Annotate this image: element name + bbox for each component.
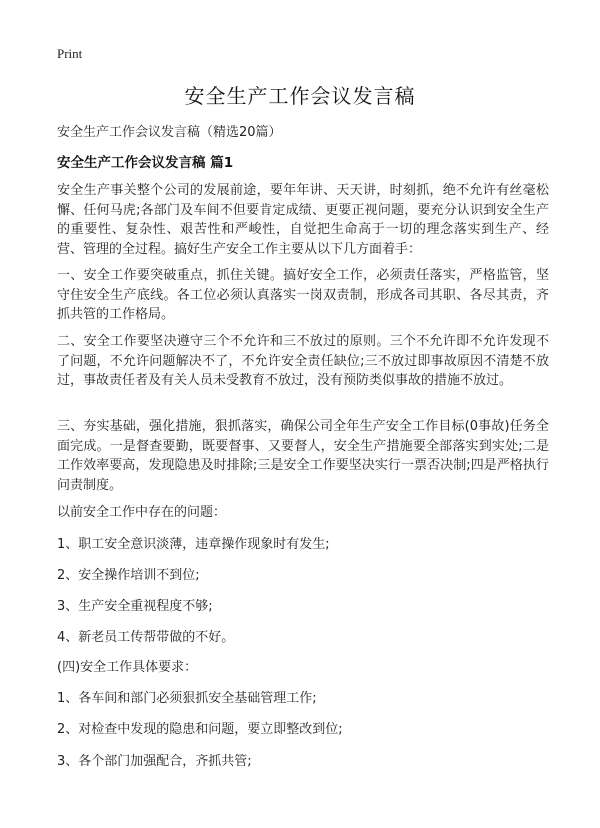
document-subtitle: 安全生产工作会议发言稿（精选20篇） xyxy=(57,125,282,140)
list-item-problem-3: 3、生产安全重视程度不够; xyxy=(57,599,213,614)
print-link[interactable]: Print xyxy=(57,46,83,61)
paragraph-point-2: 二、安全工作要坚决遵守三个不允许和三不放过的原则。三个不允许即不允许发现不了问题，不允许问题解决不了，不允许安全责任缺位;三不放过即事故原因不清楚不放过，事故责任者及有关人员未受教育不放过，没有预防类似事故的措施不放过。 xyxy=(57,334,549,388)
page-title: 安全生产工作会议发言稿 xyxy=(184,84,416,108)
paragraph-problems-heading: 以前安全工作中存在的问题： xyxy=(57,505,227,520)
paragraph-requirements-heading: (四)安全工作具体要求： xyxy=(57,660,198,675)
paragraph-point-3: 三、夯实基础，强化措施，狠抓落实，确保公司全年生产安全工作目标(0事故)任务全面完成。一是督查要勤，既要督事、又要督人，安全生产措施要全部落实到实处;二是工作效率要高，发现隐患及时排除;三是安全工作要坚决实行一票否决制;四是严格执行问责制度。 xyxy=(57,419,549,493)
list-item-problem-2: 2、安全操作培训不到位; xyxy=(57,568,200,583)
list-item-requirement-1: 1、各车间和部门必须狠抓安全基础管理工作; xyxy=(57,691,317,706)
list-item-requirement-2: 2、对检查中发现的隐患和问题，要立即整改到位; xyxy=(57,722,343,737)
paragraph-point-1: 一、安全工作要突破重点，抓住关键。搞好安全工作，必须责任落实，严格监管，坚守住安全生产底线。各工位必须认真落实一岗双责制，形成各司其职、各尽其责，齐抓共管的工作格局。 xyxy=(57,268,549,322)
section-heading: 安全生产工作会议发言稿 篇1 xyxy=(57,155,234,171)
list-item-problem-1: 1、职工安全意识淡薄，违章操作现象时有发生; xyxy=(57,537,330,552)
list-item-requirement-3: 3、各个部门加强配合，齐抓共管; xyxy=(57,754,252,769)
list-item-problem-4: 4、新老员工传帮带做的不好。 xyxy=(57,630,235,645)
paragraph-intro: 安全生产事关整个公司的发展前途，要年年讲、天天讲，时刻抓，绝不允许有丝毫松懈、任何马虎;各部门及车间不但要肯定成绩、更要正视问题，要充分认识到安全生产的重要性、复杂性、艰苦性和严峻性，自觉把生命高于一切的理念落实到生产、经营、管理的全过程。搞好生产安全工作主要从以下几方面着手： xyxy=(57,183,549,257)
